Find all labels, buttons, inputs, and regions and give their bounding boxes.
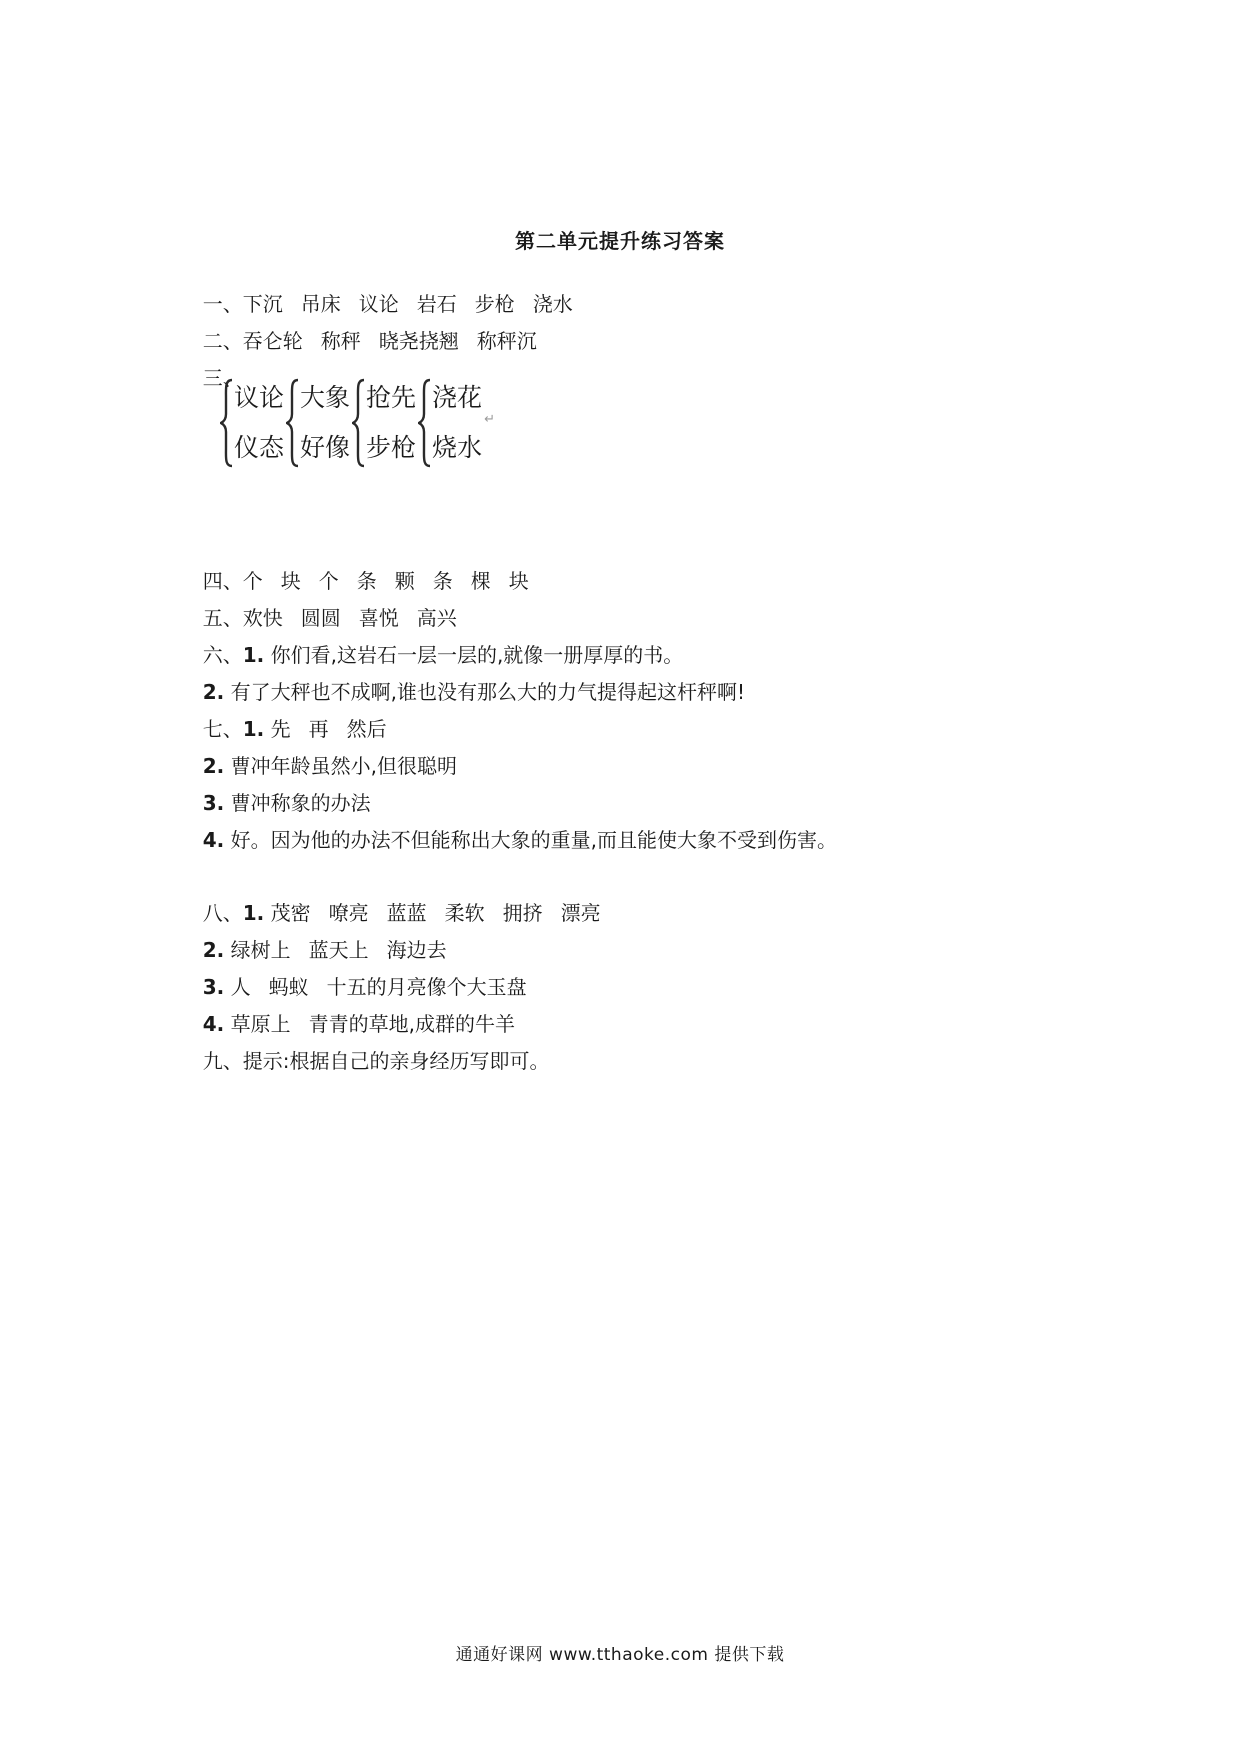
section-label: 八、 xyxy=(202,901,243,925)
answer: 棵 xyxy=(470,569,491,593)
question-number: 2. xyxy=(202,938,225,962)
answer: 议论 xyxy=(358,292,399,316)
answer: 绿树上 xyxy=(230,938,291,962)
question-number: 1. xyxy=(242,643,265,667)
footer-credit: 通通好课网 www.tthaoke.com 提供下载 xyxy=(455,1645,785,1665)
word-group xyxy=(286,378,350,468)
answer: 柔软 xyxy=(444,901,485,925)
answer: 称秤沉 xyxy=(476,329,537,353)
answer: 高兴 xyxy=(416,606,457,630)
answer: 你们看,这岩石一层一层的,就像一册厚厚的书。 xyxy=(270,643,684,667)
answer: 先 xyxy=(270,717,291,741)
section-label: 七、 xyxy=(202,717,243,741)
answer: 欢快 xyxy=(242,606,283,630)
section-9 xyxy=(190,1019,549,1075)
answer: 青青的草地,成群的牛羊 xyxy=(308,1012,515,1036)
left-brace-icon xyxy=(418,378,432,468)
question-number: 1. xyxy=(242,717,265,741)
answer: 下沉 xyxy=(242,292,283,316)
question-number: 1. xyxy=(242,901,265,925)
word-group xyxy=(418,378,482,468)
question-number: 4. xyxy=(202,828,225,852)
answer: 曹冲称象的办法 xyxy=(230,791,371,815)
word-bottom: 好像 xyxy=(300,433,351,462)
answer: 条 xyxy=(356,569,377,593)
answer: 吊床 xyxy=(300,292,341,316)
question-number: 2. xyxy=(202,680,225,704)
paragraph-mark-icon: ↵ xyxy=(484,412,495,427)
answer: 浇水 xyxy=(532,292,573,316)
section-label: 九、 xyxy=(202,1049,243,1073)
word-bottom: 仪态 xyxy=(234,433,285,462)
word-bottom: 烧水 xyxy=(432,433,483,462)
left-brace-icon xyxy=(220,378,234,468)
answer: 拥挤 xyxy=(502,901,543,925)
word-group xyxy=(352,378,416,468)
answer: 提示:根据自己的亲身经历写即可。 xyxy=(242,1049,550,1073)
question-number: 3. xyxy=(202,975,225,999)
answer: 十五的月亮像个大玉盘 xyxy=(326,975,527,999)
word-top: 议论 xyxy=(234,383,285,412)
answer: 喜悦 xyxy=(358,606,399,630)
answer: 圆圆 xyxy=(300,606,341,630)
answer: 个 xyxy=(242,569,263,593)
answer: 然后 xyxy=(346,717,387,741)
question-number: 2. xyxy=(202,754,225,778)
word-bottom: 步枪 xyxy=(366,433,417,462)
answer: 茂密 xyxy=(270,901,311,925)
answer: 颗 xyxy=(394,569,415,593)
answer: 吞仑轮 xyxy=(242,329,303,353)
section-label: 六、 xyxy=(202,643,243,667)
word-group xyxy=(220,378,284,468)
page-title: 第二单元提升练习答案 xyxy=(515,229,725,253)
left-brace-icon xyxy=(352,378,366,468)
answer: 个 xyxy=(318,569,339,593)
section-label: 一、 xyxy=(202,292,243,316)
question-number: 4. xyxy=(202,1012,225,1036)
answer: 称秤 xyxy=(320,329,361,353)
brace-word-groups xyxy=(220,378,495,468)
answer: 条 xyxy=(432,569,453,593)
answer: 人 xyxy=(230,975,251,999)
answer: 好。因为他的办法不但能称出大象的重量,而且能使大象不受到伤害。 xyxy=(230,828,837,852)
answer: 晓尧挠翘 xyxy=(378,329,459,353)
left-brace-icon xyxy=(286,378,300,468)
section-label: 三、 xyxy=(202,366,243,390)
answer: 海边去 xyxy=(386,938,447,962)
answer: 步枪 xyxy=(474,292,515,316)
word-top: 抢先 xyxy=(366,383,417,412)
section-label: 五、 xyxy=(202,606,243,630)
answer: 漂亮 xyxy=(560,901,601,925)
answer: 嘹亮 xyxy=(328,901,369,925)
section-label: 二、 xyxy=(202,329,243,353)
answer: 块 xyxy=(508,569,529,593)
answer: 块 xyxy=(280,569,301,593)
answer: 草原上 xyxy=(230,1012,291,1036)
word-top: 浇花 xyxy=(432,383,483,412)
section-label: 四、 xyxy=(202,569,243,593)
answer: 岩石 xyxy=(416,292,457,316)
answer: 有了大秤也不成啊,谁也没有那么大的力气提得起这杆秤啊! xyxy=(230,680,745,704)
answer: 蓝蓝 xyxy=(386,901,427,925)
word-top: 大象 xyxy=(300,383,351,412)
answer: 再 xyxy=(308,717,329,741)
section-7-q4 xyxy=(190,798,837,854)
answer: 曹冲年龄虽然小,但很聪明 xyxy=(230,754,457,778)
answer: 蚂蚁 xyxy=(268,975,309,999)
question-number: 3. xyxy=(202,791,225,815)
answer: 蓝天上 xyxy=(308,938,369,962)
